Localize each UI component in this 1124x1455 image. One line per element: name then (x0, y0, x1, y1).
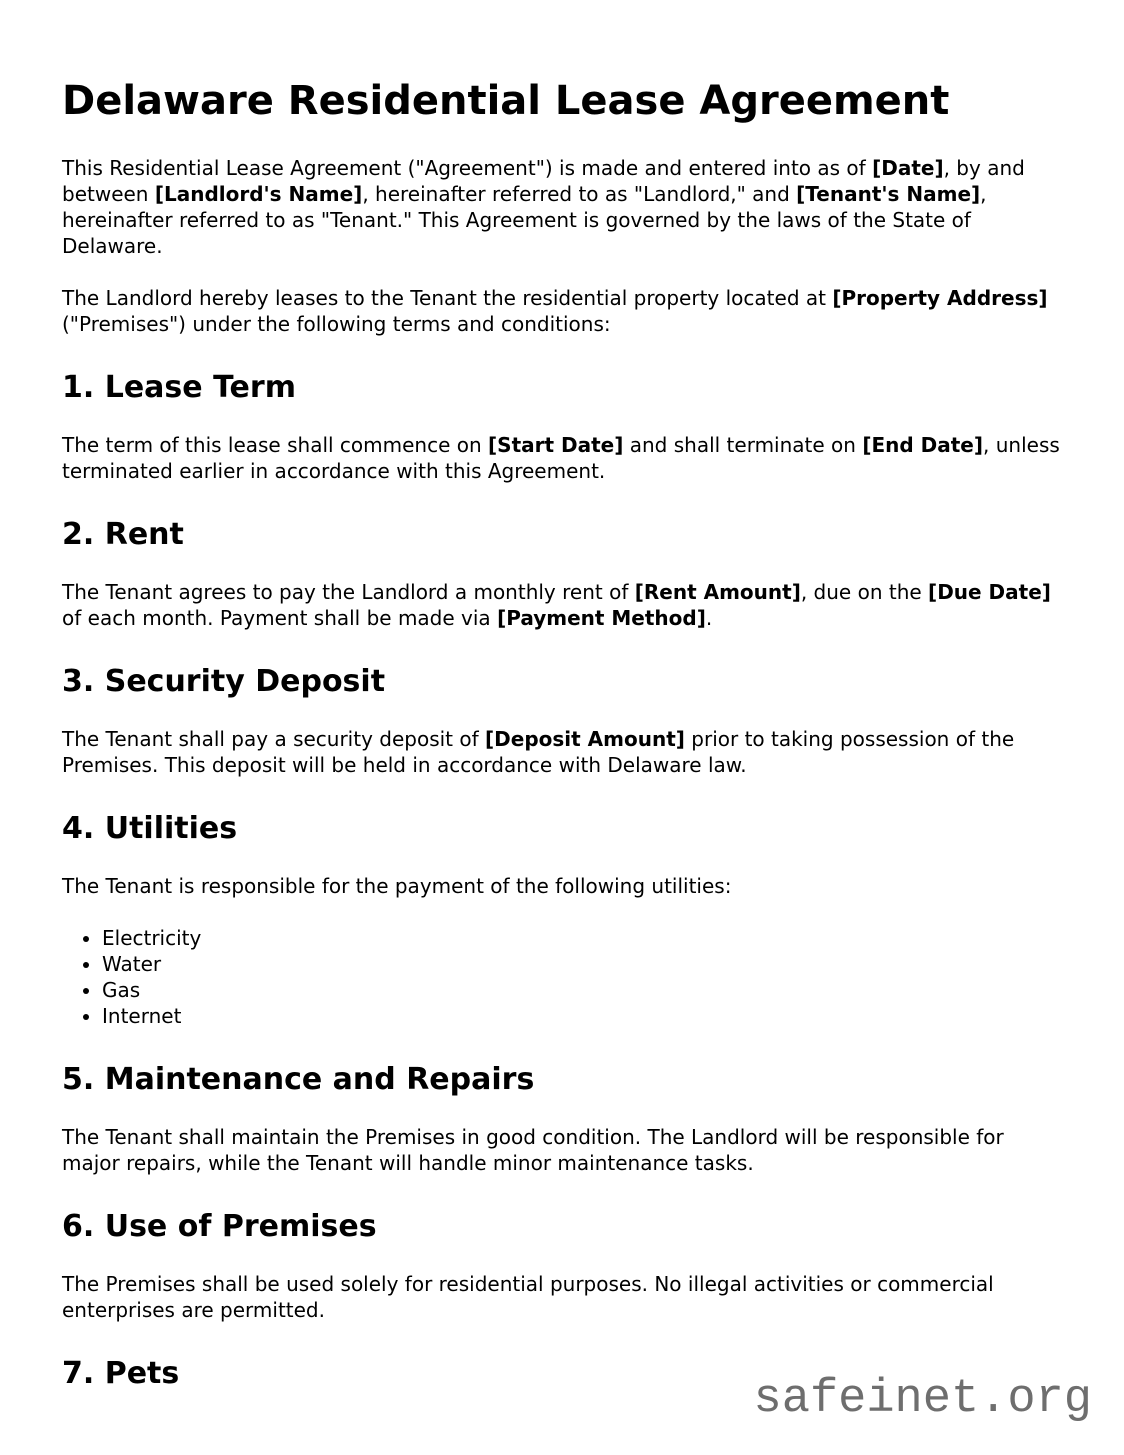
placeholder-field: [Tenant's Name] (796, 182, 981, 206)
placeholder-field: [Deposit Amount] (485, 727, 685, 751)
watermark: safeinet.org (753, 1373, 1092, 1426)
section-paragraph-rent: The Tenant agrees to pay the Landlord a monthly rent of [Rent Amount], due on the [Due Date] of each month. Payment shall be made via [Payment Method]. (62, 580, 1051, 630)
list-item: • Internet (102, 1003, 1062, 1029)
section-paragraph-security-deposit: The Tenant shall pay a security deposit of [Deposit Amount] prior to taking possession of the Premises. This deposit will be held in accordance with Delaware law. (62, 727, 1015, 777)
placeholder-field: [End Date] (862, 433, 984, 457)
utility-list (62, 925, 1062, 1029)
section-paragraph-lease-term: The term of this lease shall commence on [Start Date] and shall terminate on [End Date], unless terminated earlier in accordance with this Agreement. (62, 433, 1060, 483)
section-paragraph-maintenance-and-repairs: The Tenant shall maintain the Premises in good condition. The Landlord will be responsible for major repairs, while the Tenant will handle minor maintenance tasks. (62, 1125, 1004, 1175)
intro-paragraph-2: The Landlord hereby leases to the Tenant the residential property located at [Property Address] ("Premises") under the following terms and conditions: (62, 286, 1048, 336)
list-item: • Water (102, 951, 1062, 977)
section-heading-maintenance-and-repairs: 5. Maintenance and Repairs (62, 1062, 535, 1097)
placeholder-field: [Date] (872, 156, 944, 180)
section-heading-lease-term: 1. Lease Term (62, 370, 296, 405)
section-heading-use-of-premises: 6. Use of Premises (62, 1209, 377, 1244)
placeholder-field: [Property Address] (832, 286, 1048, 310)
placeholder-field: [Payment Method] (497, 606, 706, 630)
section-paragraph-use-of-premises: The Premises shall be used solely for residential purposes. No illegal activities or commercial enterprises are permitted. (62, 1272, 994, 1322)
placeholder-field: [Landlord's Name] (154, 182, 363, 206)
section-heading-utilities: 4. Utilities (62, 811, 238, 846)
list-item: • Gas (102, 977, 1062, 1003)
list-item: • Electricity (102, 925, 1062, 951)
section-heading-pets: 7. Pets (62, 1356, 180, 1391)
section-heading-security-deposit: 3. Security Deposit (62, 664, 386, 699)
intro-paragraph-1: This Residential Lease Agreement ("Agreement") is made and entered into as of [Date], by and between [Landlord's Name], hereinafter referred to as "Landlord," and [Tenant's Name], hereinafter referred to as "Tenant." This Agreement is governed by the laws of the State of Delaware. (62, 156, 1025, 258)
placeholder-field: [Start Date] (488, 433, 624, 457)
section-paragraph-utilities: The Tenant is responsible for the payment of the following utilities: (62, 874, 732, 898)
placeholder-field: [Due Date] (928, 580, 1051, 604)
page-title: Delaware Residential Lease Agreement (62, 78, 950, 124)
section-heading-rent: 2. Rent (62, 517, 184, 552)
placeholder-field: [Rent Amount] (634, 580, 801, 604)
